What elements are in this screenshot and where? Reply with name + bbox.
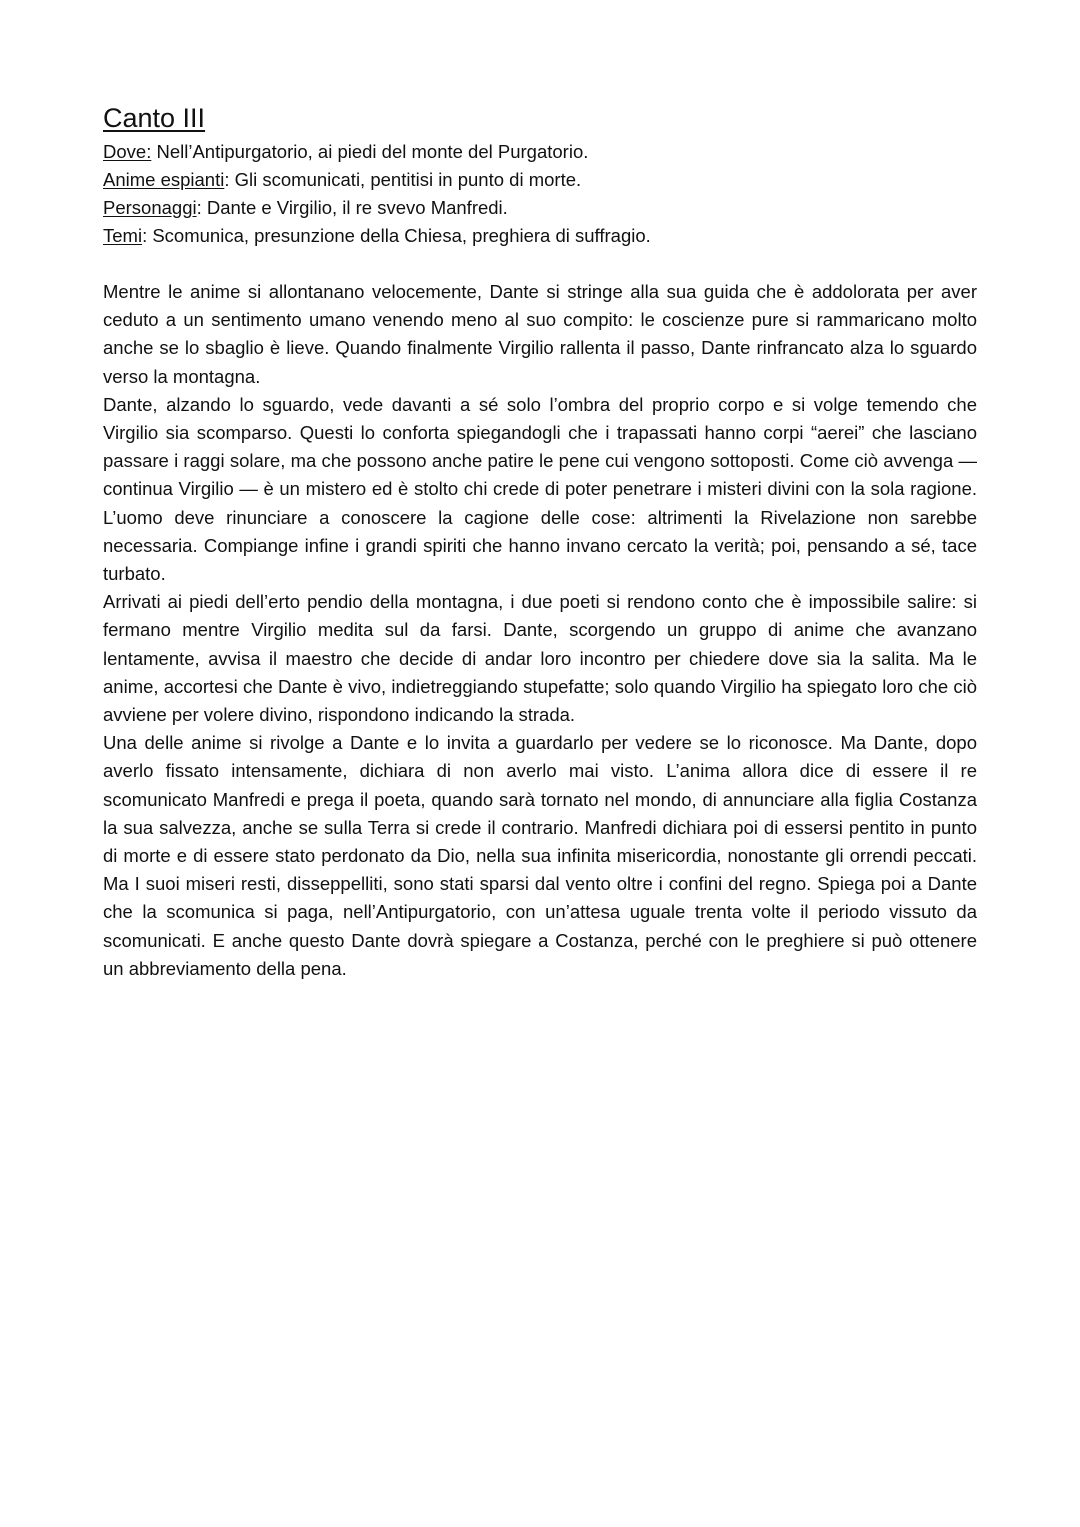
meta-key: Anime espianti <box>103 169 225 190</box>
meta-line-personaggi <box>103 194 977 222</box>
meta-value: Nell’Antipurgatorio, ai piedi del monte del Purgatorio. <box>151 141 589 162</box>
paragraph: Arrivati ai piedi dell’erto pendio della montagna, i due poeti si rendono conto che è impossibile salire: si fermano mentre Virgilio medita sul da farsi. Dante, scorgendo un gruppo di anime che avanzano lentamente, avvisa il maestro che decide di andar loro incontro per chiedere dove sia la salita. Ma le anime, accortesi che Dante è vivo, indietreggiando stupefatte; solo quando Virgilio ha spiegato loro che ciò avviene per volere divino, rispondono indicando la strada. <box>103 591 977 726</box>
meta-value: : Scomunica, presunzione della Chiesa, preghiera di suffragio. <box>142 225 651 246</box>
meta-key: Temi <box>103 225 143 246</box>
meta-line-dove <box>103 138 977 166</box>
document-page <box>103 100 977 983</box>
meta-line-anime <box>103 166 977 194</box>
paragraph: Dante, alzando lo sguardo, vede davanti a sé solo l’ombra del proprio corpo e si volge temendo che Virgilio sia scomparso. Questi lo conforta spiegandogli che i trapassati hanno corpi “aerei” che lasciano passare i raggi solare, ma che possono anche patire le pene cui vengono sottoposti. Come ciò avvenga — continua Virgilio — è un mistero ed è stolto chi crede di poter penetrare i misteri divini con la sola ragione. L’uomo deve rinunciare a conoscere la cagione delle cose: altrimenti la Rivelazione non sarebbe necessaria. Compiange infine i grandi spiriti che hanno invano cercato la verità; poi, pensando a sé, tace turbato. <box>103 393 977 585</box>
meta-line-temi <box>103 222 977 250</box>
meta-value: : Gli scomunicati, pentitisi in punto di morte. <box>224 169 582 190</box>
meta-block <box>103 138 977 250</box>
meta-key: Dove: <box>103 141 152 162</box>
document-title: Canto III <box>103 103 206 133</box>
paragraph: Una delle anime si rivolge a Dante e lo invita a guardarlo per vedere se lo riconosce. Ma Dante, dopo averlo fissato intensamente, dichiara di non averlo mai visto. L’anima allora dice di essere il re scomunicato Manfredi e prega il poeta, quando sarà tornato nel mondo, di annunciare alla figlia Costanza la sua salvezza, anche se sulla Terra si crede il contrario. Manfredi dichiara poi di essersi pentito in punto di morte e di essere stato perdonato da Dio, nella sua infinita misericordia, nonostante gli orrendi peccati. Ma I suoi miseri resti, disseppelliti, sono stati sparsi dal vento oltre i confini del regno. Spiega poi a Dante che la scomunica si paga, nell’Antipurgatorio, con un’attesa uguale trenta volte il periodo vissuto da scomunicati. E anche questo Dante dovrà spiegare a Costanza, perché con le preghiere si può ottenere un abbreviamento della pena. <box>103 732 977 979</box>
meta-key: Personaggi <box>103 197 197 218</box>
paragraph: Mentre le anime si allontanano velocemente, Dante si stringe alla sua guida che è addolorata per aver ceduto a un sentimento umano venendo meno al suo compito: le coscienze pure si rammaricano molto anche se lo sbaglio è lieve. Quando finalmente Virgilio rallenta il passo, Dante rinfrancato alza lo sguardo verso la montagna. <box>103 281 977 387</box>
meta-value: : Dante e Virgilio, il re svevo Manfredi. <box>196 197 508 218</box>
body-text <box>103 278 977 983</box>
